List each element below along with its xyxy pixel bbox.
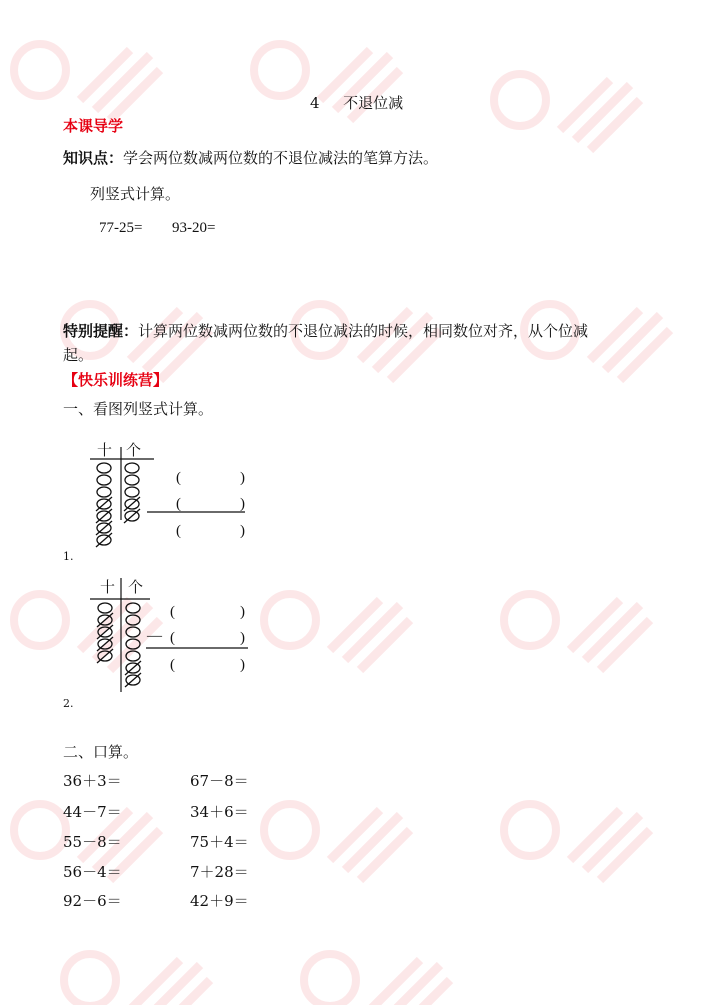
guide-heading: 本课导学	[63, 117, 124, 135]
figure-number: 2.	[63, 697, 74, 710]
knowledge-text: 学会两位数减两位数的不退位减法的笔算方法。	[123, 149, 439, 167]
guide-problem: 77-25=	[99, 220, 143, 236]
paren-close: )	[240, 496, 245, 512]
oral-problem: 42＋9＝	[190, 892, 249, 910]
ones-label: 个	[126, 441, 142, 459]
minus-sign: —	[147, 628, 162, 644]
paren-open: (	[176, 496, 181, 512]
reminder-label: 特别提醒：	[63, 322, 139, 340]
paren-open: (	[170, 657, 175, 673]
title-number: 4	[310, 94, 320, 112]
paren-open: (	[170, 630, 175, 646]
guide-problem: 93-20=	[172, 220, 216, 236]
instruction-text: 列竖式计算。	[90, 185, 181, 203]
tens-label: 十	[100, 578, 116, 596]
counting-figure-1	[60, 435, 260, 555]
counting-figure-2	[60, 570, 260, 700]
paren-open: (	[176, 470, 181, 486]
oral-problem: 44－7＝	[63, 803, 122, 821]
oral-problem: 7＋28＝	[190, 863, 249, 881]
oral-problem: 34＋6＝	[190, 803, 249, 821]
section1-heading: 一、看图列竖式计算。	[63, 400, 214, 418]
oral-problem: 56－4＝	[63, 863, 122, 881]
page-title	[310, 92, 403, 113]
oral-problem: 92－6＝	[63, 892, 122, 910]
counter-drawing	[60, 435, 260, 555]
section2-heading: 二、口算。	[63, 743, 139, 761]
paren-open: (	[176, 523, 181, 539]
figure-number: 1.	[63, 550, 74, 563]
paren-close: )	[240, 523, 245, 539]
reminder-line1: 计算两位数减两位数的不退位减法的时候，相同数位对齐，从个位减	[138, 322, 589, 340]
paren-close: )	[240, 604, 245, 620]
paren-close: )	[240, 630, 245, 646]
ones-label: 个	[128, 578, 144, 596]
paren-close: )	[240, 470, 245, 486]
paren-open: (	[170, 604, 175, 620]
title-text: 不退位减	[343, 94, 404, 112]
camp-heading: 【快乐训练营】	[63, 371, 169, 389]
oral-problem: 55－8＝	[63, 833, 122, 851]
tens-label: 十	[97, 441, 113, 459]
oral-problem: 75＋4＝	[190, 833, 249, 851]
knowledge-point	[63, 147, 438, 168]
oral-problem: 67－8＝	[190, 772, 249, 790]
knowledge-label: 知识点：	[63, 149, 124, 167]
paren-close: )	[240, 657, 245, 673]
reminder-line2: 起。	[63, 346, 94, 364]
reminder	[63, 320, 588, 341]
oral-problem: 36＋3＝	[63, 772, 122, 790]
